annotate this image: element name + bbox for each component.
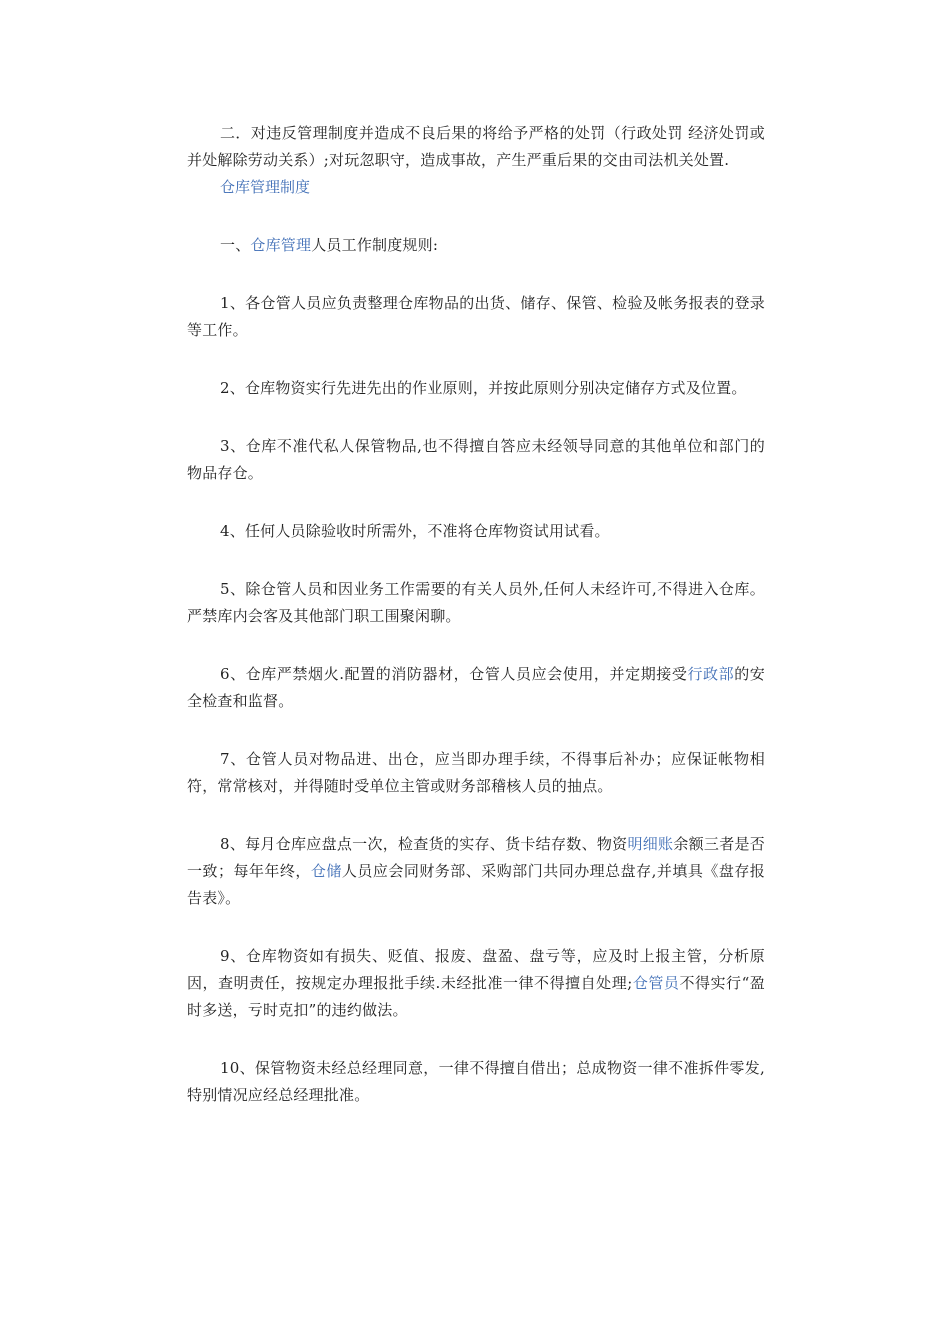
rule-text: 1、各仓管人员应负责整理仓库物品的出货、储存、保管、检验及帐务报表的登录等工作。: [187, 294, 765, 339]
document-body: [187, 120, 765, 1109]
rule-text-end: 不得实行“盈时多送，亏时克扣”的违约做法。: [187, 974, 765, 1019]
rule-text: 3、仓库不准代私人保管物品,也不得擅自答应未经领导同意的其他单位和部门的物品存仓。: [187, 437, 765, 482]
rule-text: 5、除仓管人员和因业务工作需要的有关人员外,任何人未经许可,不得进入仓库。严禁库内会客及其他部门职工围聚闲聊。: [187, 580, 765, 625]
rule-text: 2、仓库物资实行先进先出的作业原则，并按此原则分别决定储存方式及位置。: [220, 379, 747, 397]
rule-9: [187, 943, 765, 1024]
paragraph-text: 二．对违反管理制度并造成不良后果的将给予严格的处罚（行政处罚 经济处罚或并处解除劳动关系）;对玩忽职守，造成事故，产生严重后果的交由司法机关处置.: [187, 124, 765, 169]
rule-text: 10、保管物资未经总经理同意，一律不得擅自借出；总成物资一律不准拆件零发,特别情况应经总经理批准。: [187, 1059, 765, 1104]
heading-suffix: 人员工作制度规则:: [311, 236, 439, 254]
rule-6: [187, 661, 765, 715]
rule-7: [187, 746, 765, 800]
rule-text: 8、每月仓库应盘点一次，检查货的实存、货卡结存数、物资: [220, 835, 628, 853]
rule-4: [187, 518, 765, 545]
rule-10: [187, 1055, 765, 1109]
admin-department-link[interactable]: 行政部: [687, 665, 735, 683]
rule-text: 6、仓库严禁烟火.配置的消防器材，仓管人员应会使用，并定期接受: [220, 665, 688, 683]
rule-2: [187, 375, 765, 402]
rule-1: [187, 290, 765, 344]
section-heading-1: [187, 232, 765, 259]
rule-5: [187, 576, 765, 630]
rule-text-mid: 余额三者是否一致；每年年终，: [187, 835, 766, 880]
storage-link[interactable]: 仓储: [310, 862, 342, 880]
section-title: [187, 174, 765, 201]
ledger-link[interactable]: 明细账: [627, 835, 674, 853]
heading-prefix: 一、: [220, 236, 251, 254]
rule-text: 9、仓库物资如有损失、贬值、报废、盘盈、盘亏等，应及时上报主管，分析原因，查明责任，按规定办理报批手续.未经批准一律不得擅自处理;: [187, 947, 765, 992]
rule-8: [187, 831, 765, 912]
rule-text: 4、任何人员除验收时所需外，不准将仓库物资试用试看。: [220, 522, 610, 540]
title-link[interactable]: 仓库管理制度: [220, 178, 311, 196]
warehouse-keeper-link[interactable]: 仓管员: [632, 974, 680, 992]
paragraph-penalty: [187, 120, 765, 174]
rule-text-end: 的安全检查和监督。: [187, 665, 766, 710]
rule-3: [187, 433, 765, 487]
warehouse-management-link[interactable]: 仓库管理: [250, 236, 312, 254]
rule-text: 7、仓管人员对物品进、出仓，应当即办理手续，不得事后补办；应保证帐物相符，常常核对，并得随时受单位主管或财务部稽核人员的抽点。: [187, 750, 765, 795]
rule-text-end: 人员应会同财务部、采购部门共同办理总盘存,并填具《盘存报告表》。: [187, 862, 766, 907]
